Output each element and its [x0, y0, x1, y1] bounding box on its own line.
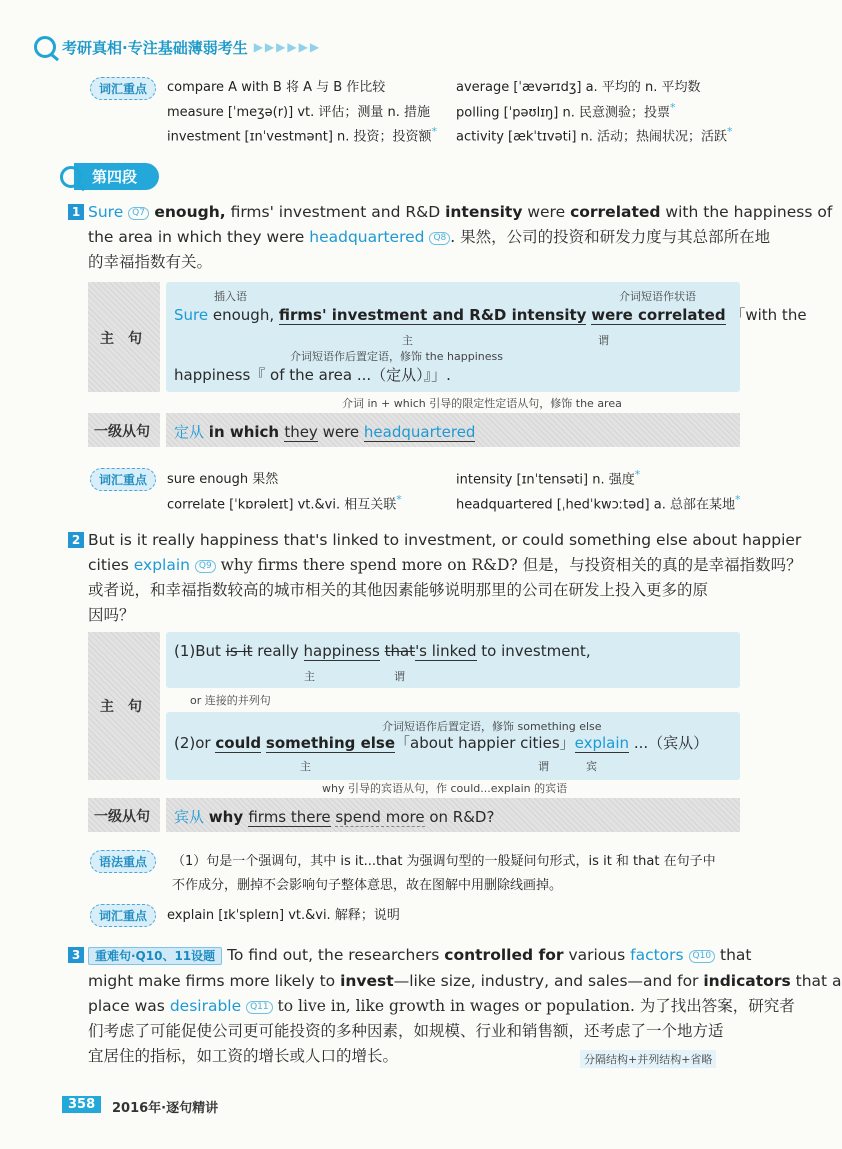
grammar-tag: 语法重点 [90, 850, 156, 873]
subclause-label-box: 一级从句 [88, 413, 160, 447]
page-number: 358 [62, 1096, 101, 1113]
question-marker: Q10 [689, 950, 716, 963]
paragraph-2: 2 But is it really happiness that's linked to investment, or could something else about happier cities explain Q9 why firms there spend more on R&D? 但是，与投资相关的真的是幸福指数吗？ 或者说，和幸福指数较高的城市相关的其他因素能够说明那里的公司在研发上投入更多的原 因吗？ [68, 528, 768, 628]
vocab-item: measure [ˈmeʒə(r)] vt. 评估；测量 n. 措施 [167, 105, 431, 120]
grammar-text-line: 不作成分，删掉不会影响句子整体意思，故在图解中用删除线画掉。 [172, 878, 563, 893]
section-title: 第四段 [74, 163, 159, 190]
vocab-item: correlate [ˈkɒrəleɪt] vt.&vi. 相互关联* [167, 493, 402, 513]
footer-title: 2016年·逐句精讲 [112, 1101, 219, 1116]
question-marker: Q8 [429, 232, 450, 245]
clause-note: why 引导的宾语从句，作 could...explain 的宾语 [322, 782, 568, 795]
vocab-tag: 词汇重点 [90, 468, 156, 491]
vocab-item: explain [ɪkˈspleɪn] vt.&vi. 解释；说明 [167, 908, 400, 923]
section-heading [60, 163, 159, 190]
paragraph-1: 1 Sure Q7 enough, firms' investment and R&D intensity were correlated with the happiness of the area in which they were headquartered Q8 . 果然，公司的投资和研发力度与其总部所在地 的幸福指数有关。 [68, 200, 758, 275]
question-marker: Q9 [195, 560, 216, 573]
subclause-panel: 定从 in which they were headquartered [166, 413, 740, 447]
vocab-item: compare A with B 将 A 与 B 作比较 [167, 80, 386, 95]
subclause-panel: 宾从 why firms there spend more on R&D? [166, 798, 740, 832]
vocab-item: activity [ækˈtɪvəti] n. 活动；热闹状况；活跃* [456, 125, 733, 145]
clause-note: 介词 in + which 引导的限定性定语从句，修饰 the area [342, 397, 622, 410]
sentence-number: 1 [68, 204, 84, 220]
brand-header [34, 36, 321, 58]
question-marker: Q7 [128, 207, 149, 220]
search-logo-icon [60, 166, 82, 188]
paragraph-3: 3 重难句·Q10、11设题 To find out, the researchers controlled for various factors Q10 that might make firms more likely to invest—like size, industry, and sales—and for indicators that a place was desirable Q11 to live in, like growth in wages or population. 为了找出答案，研究者 们考虑了可能促使公司更可能投资的多种因素，如规模、行业和销售额，还考虑了一个地方适 宜居住的指标，如工资的增长或人口的增长。 [68, 943, 778, 1069]
vocab-item: headquartered [ˌhedˈkwɔːtəd] a. 总部在某地* [456, 493, 741, 513]
difficult-sentence-badge: 重难句·Q10、11设题 [88, 947, 222, 965]
sentence-number: 2 [68, 532, 84, 548]
vocab-tag: 词汇重点 [90, 77, 156, 100]
main-clause-label-box: 主 句 [88, 282, 160, 392]
main-clause-panel: 插入语 介词短语作状语 Sure enough, firms' investment and R&D intensity were correlated 「with the 主 谓 介词短语作后置定语，修饰 the happiness happiness『 of the area ...（定从）』」. [166, 282, 740, 392]
main-clause-label-box: 主 句 [88, 632, 160, 780]
brand-title: 考研真相·专注基础薄弱考生 [62, 38, 248, 57]
structure-note: 分隔结构+并列结构+省略 [580, 1050, 716, 1068]
vocab-item: polling [ˈpəʊlɪŋ] n. 民意测验；投票* [456, 101, 676, 121]
vocab-item: sure enough 果然 [167, 472, 279, 487]
clause-2-panel: 介词短语作后置定语，修饰 something else (2)or could something else「about happier cities」explain ...（宾从） 主 谓 宾 [166, 712, 740, 780]
vocab-item: intensity [ɪnˈtensəti] n. 强度* [456, 468, 641, 488]
grammar-text-line: （1）句是一个强调句，其中 is it...that 为强调句型的一般疑问句形式，is it 和 that 在句子中 [172, 854, 716, 869]
arrow-decoration: ▶▶▶▶▶▶ [253, 40, 322, 54]
question-marker: Q11 [246, 1001, 273, 1014]
vocab-tag: 词汇重点 [90, 904, 156, 927]
sentence-number: 3 [68, 947, 84, 963]
search-logo-icon [34, 36, 56, 58]
clause-1-panel: (1)But is it really happiness that's linked to investment, 主 谓 [166, 632, 740, 688]
vocab-item: investment [ɪnˈvestmənt] n. 投资；投资额* [167, 125, 438, 145]
connector-note: or 连接的并列句 [190, 694, 271, 707]
subclause-label-box: 一级从句 [88, 798, 160, 832]
vocab-item: average [ˈævərɪdʒ] a. 平均的 n. 平均数 [456, 80, 701, 95]
